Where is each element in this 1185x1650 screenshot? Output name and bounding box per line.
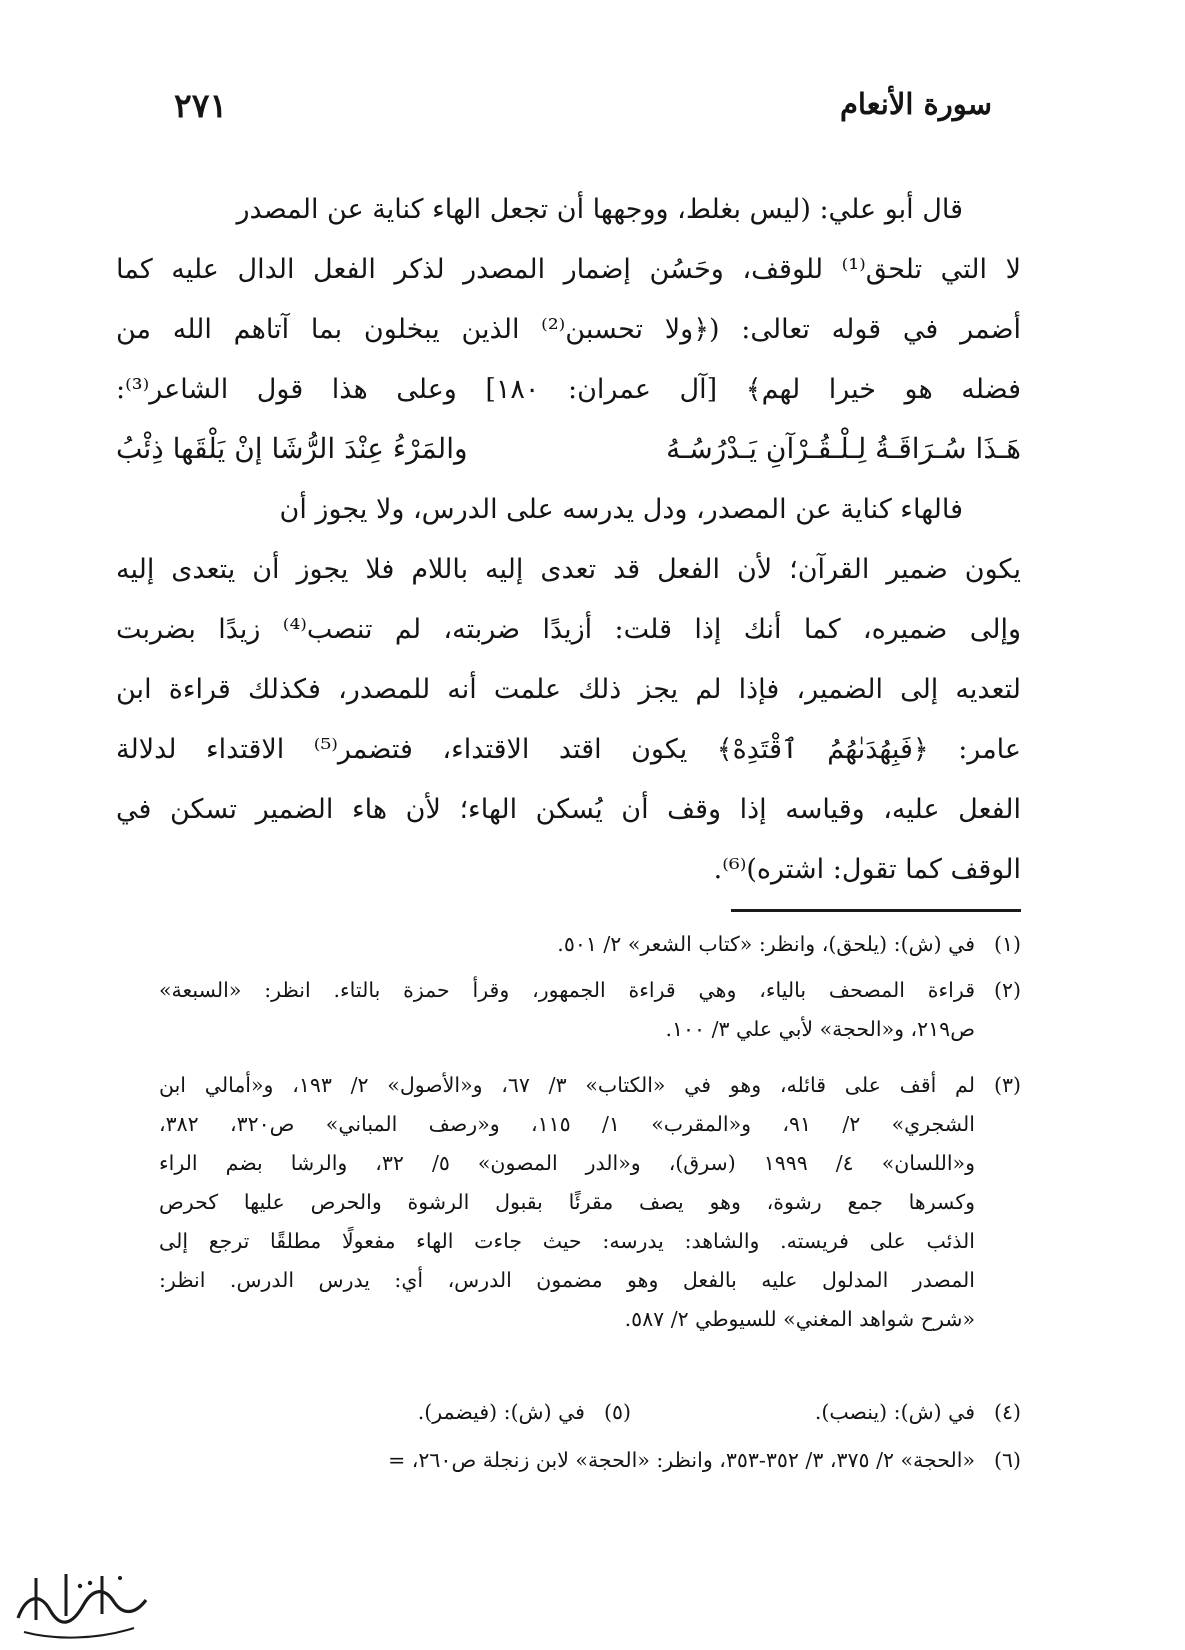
footnote-number: (٦) [993, 1448, 1021, 1472]
footnote-line: المصدر المدلول عليه بالفعل وهو مضمون الدرس، أي: يدرس الدرس. انظر: [159, 1268, 975, 1292]
footnote-line: الشجري» ٢/ ٩١، و«المقرب» ١/ ١١٥، و«رصف المباني» ص٣٢٠، ٣٨٢، [159, 1112, 975, 1136]
footnote-number: (٢) [993, 978, 1021, 1002]
text-line: لتعديه إلى الضمير، فإذا لم يجز ذلك علمت أنه للمصدر، فكذلك قراءة ابن [116, 674, 1021, 705]
text-line: فالهاء كناية عن المصدر، ودل يدرسه على الدرس، ولا يجوز أن [279, 494, 963, 525]
text-line: وإلى ضميره، كما أنك إذا قلت: أزيدًا ضربته، لم تنصب⁽⁴⁾ زيدًا بضربت [116, 614, 1021, 645]
footnote-5: في (ش): (فيضمر). [417, 1400, 585, 1424]
calligraphy-logo-icon [6, 1556, 156, 1646]
text-line: فضله هو خيرا لهم﴾ [آل عمران: ١٨٠] وعلى هذا قول الشاعر⁽³⁾: [116, 374, 1021, 405]
publisher-logo [6, 1556, 156, 1646]
surah-header: سورة الأنعام [839, 87, 992, 121]
footnote-line: قراءة المصحف بالياء، وهي قراءة الجمهور، وقرأ حمزة بالتاء. انظر: «السبعة» [159, 978, 975, 1002]
text-line: أضمر في قوله تعالى: (﴿ولا تحسبن⁽²⁾ الذين يبخلون بما آتاهم الله من [116, 314, 1022, 345]
text-line: الوقف كما تقول: اشتره)⁽⁶⁾. [713, 854, 1021, 885]
verse-second-hemistich: والمَرْءُ عِنْدَ الرُّشَا إنْ يَلْقَها ذِئْبُ [116, 432, 468, 465]
poetry-verse [116, 421, 1021, 477]
footnote-number: (١) [993, 932, 1021, 956]
verse-first-hemistich: هَـذَا سُـرَاقَـةُ لِـلْـقُـرْآنِ يَـدْرُسُـهُ [666, 432, 1021, 465]
footnote-6-text: «الحجة» ٢/ ٣٧٥، ٣/ ٣٥٢-٣٥٣، وانظر: «الحجة» لابن زنجلة ص٢٦٠، = [388, 1448, 975, 1472]
footnote-line: و«اللسان» ٤/ ١٩٩٩ (سرق)، و«الدر المصون» ٥/ ٣٢، والرشا بضم الراء [159, 1151, 975, 1175]
footnote-line: «شرح شواهد المغني» للسيوطي ٢/ ٥٨٧. [624, 1307, 975, 1331]
footnote-line: لم أقف على قائله، وهو في «الكتاب» ٣/ ٦٧، و«الأصول» ٢/ ١٩٣، و«أمالي ابن [159, 1073, 975, 1097]
footnote-6 [159, 1441, 1021, 1480]
footnotes-4-5 [159, 1393, 1021, 1432]
footnote-line: ص٢١٩، و«الحجة» لأبي علي ٣/ ١٠٠. [665, 1017, 975, 1041]
page-number: ٢٧١ [174, 86, 228, 125]
footnote-1 [159, 925, 1021, 964]
footnote-number: (٥) [603, 1400, 631, 1424]
footnote-4: في (ش): (ينصب). [814, 1400, 975, 1424]
footnote-line: الذئب على فريسته. والشاهد: يدرسه: حيث جاءت الهاء مفعولًا مطلقًا ترجع إلى [159, 1229, 975, 1253]
text-line: عامر: ﴿فَبِهُدَىٰهُمُ ٱقْتَدِهْ﴾ يكون اقتد الاقتداء، فتضمر⁽⁵⁾ الاقتداء لدلالة [116, 734, 1021, 765]
footnote-divider [731, 909, 1021, 912]
text-line: يكون ضمير القرآن؛ لأن الفعل قد تعدى إليه باللام فلا يجوز أن يتعدى إليه [116, 554, 1021, 585]
footnote-2 [159, 971, 1021, 1049]
text-line: الفعل عليه، وقياسه إذا وقف أن يُسكن الهاء؛ لأن هاء الضمير تسكن في [116, 794, 1021, 825]
footnote-line: وكسرها جمع رشوة، وهو يصف مقرئًا بقبول الرشوة والحرص عليها كحرص [159, 1190, 975, 1214]
footnote-number: (٣) [993, 1073, 1021, 1097]
text-line: لا التي تلحق⁽¹⁾ للوقف، وحَسُن إضمار المصدر لذكر الفعل الدال عليه كما [116, 254, 1021, 285]
footnote-3 [159, 1066, 1021, 1339]
footnote-number: (٤) [993, 1400, 1021, 1424]
text-line: قال أبو علي: (ليس بغلط، ووجهها أن تجعل الهاء كناية عن المصدر [236, 194, 963, 225]
footnote-line: في (ش): (يلحق)، وانظر: «كتاب الشعر» ٢/ ٥٠١. [557, 932, 975, 956]
